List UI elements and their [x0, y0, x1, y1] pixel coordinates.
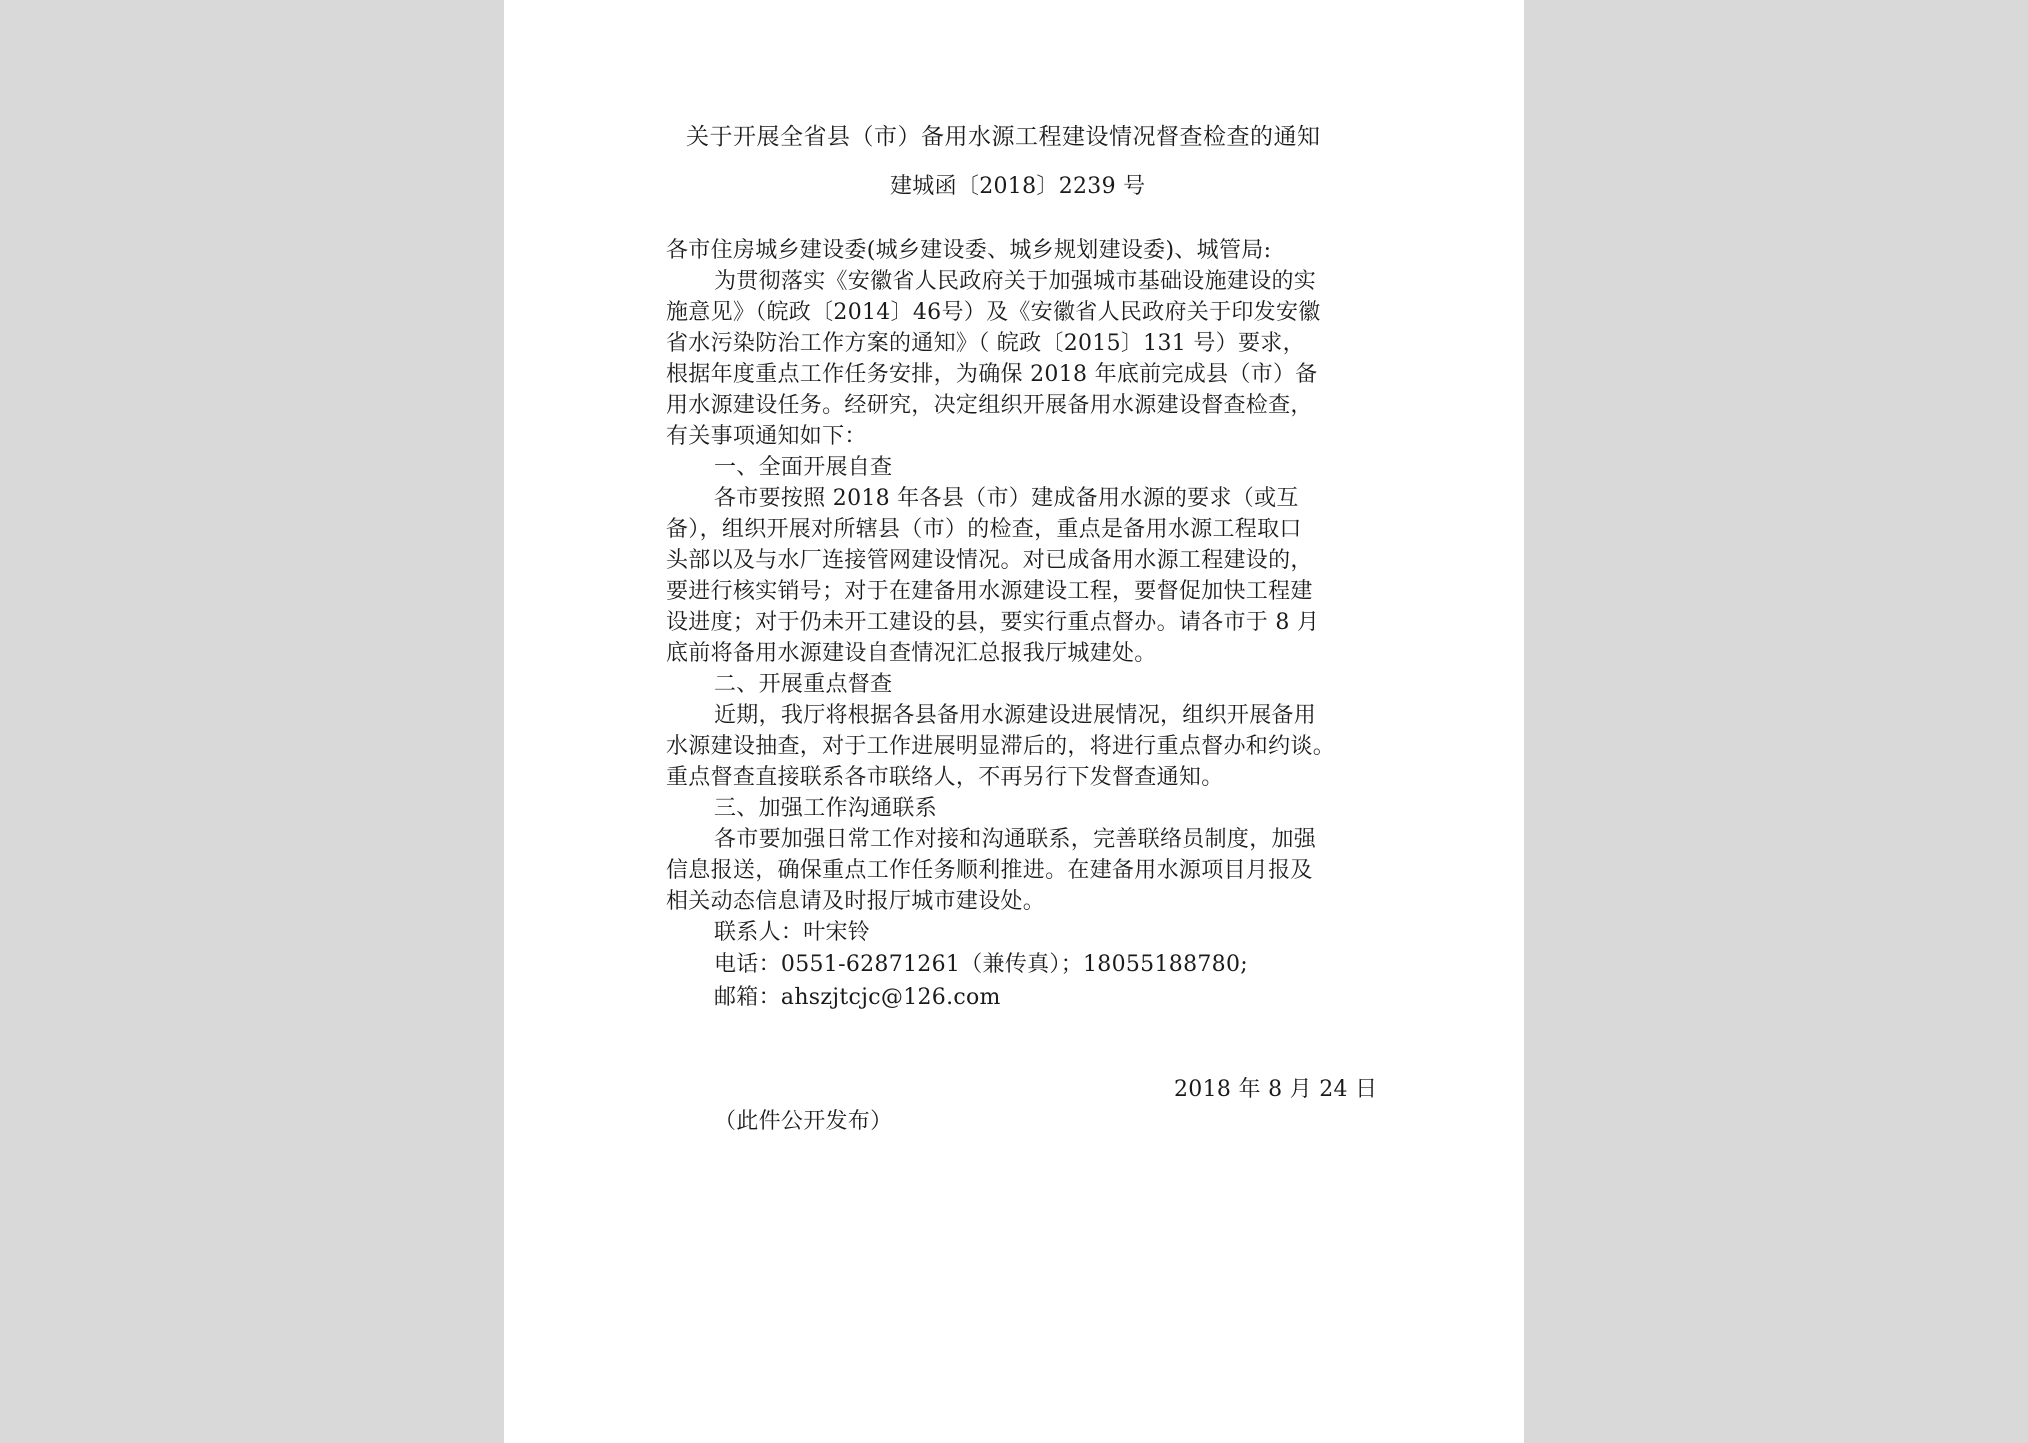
document-date: 2018 年 8 月 24 日	[1174, 1077, 1378, 1102]
publication-note: （此件公开发布）	[714, 1109, 893, 1134]
section-1-line: 备），组织开展对所辖县（市）的检查，重点是备用水源工程取口	[666, 517, 1302, 542]
section-3-line: 各市要加强日常工作对接和沟通联系，完善联络员制度，加强	[714, 827, 1317, 852]
section-2-line: 水源建设抽查，对于工作进展明显滞后的，将进行重点督办和约谈。	[666, 734, 1336, 759]
intro-line: 为贯彻落实《安徽省人民政府关于加强城市基础设施建设的实	[714, 269, 1317, 294]
intro-line: 根据年度重点工作任务安排，为确保 2018 年底前完成县（市）备	[666, 362, 1318, 387]
salutation: 各市住房城乡建设委(城乡建设委、城乡规划建设委)、城管局:	[666, 238, 1272, 263]
intro-line: 省水污染防治工作方案的通知》（ 皖政〔2015〕131 号）要求，	[666, 331, 1305, 356]
section-1-line: 要进行核实销号；对于在建备用水源建设工程，要督促加快工程建	[666, 579, 1313, 604]
section-2-line: 近期，我厅将根据各县备用水源建设进展情况，组织开展备用	[714, 703, 1317, 728]
intro-line: 有关事项通知如下：	[666, 424, 867, 449]
section-3-heading: 三、加强工作沟通联系	[714, 796, 938, 821]
section-1-line: 底前将备用水源建设自查情况汇总报我厅城建处。	[666, 641, 1157, 666]
contact-phone: 电话：0551-62871261（兼传真）；18055188780;	[714, 952, 1248, 977]
contact-email: 邮箱：ahszjtcjc@126.com	[714, 985, 1001, 1010]
document-title: 关于开展全省县（市）备用水源工程建设情况督查检查的通知	[686, 124, 1321, 150]
intro-line: 用水源建设任务。经研究，决定组织开展备用水源建设督查检查，	[666, 393, 1313, 418]
section-1-line: 头部以及与水厂连接管网建设情况。对已成备用水源工程建设的，	[666, 548, 1313, 573]
section-1-line: 各市要按照 2018 年各县（市）建成备用水源的要求（或互	[714, 486, 1299, 511]
section-2-line: 重点督查直接联系各市联络人，不再另行下发督查通知。	[666, 765, 1224, 790]
document-number: 建城函〔2018〕2239 号	[890, 174, 1146, 199]
section-2-heading: 二、开展重点督查	[714, 672, 893, 697]
intro-line: 施意见》（皖政〔2014〕46号）及《安徽省人民政府关于印发安徽	[666, 300, 1321, 325]
section-1-line: 设进度；对于仍未开工建设的县，要实行重点督办。请各市于 8 月	[666, 610, 1320, 635]
contact-person: 联系人：叶宋铃	[714, 920, 871, 945]
document-page	[504, 0, 1524, 1443]
section-3-line: 信息报送，确保重点工作任务顺利推进。在建备用水源项目月报及	[666, 858, 1313, 883]
section-1-heading: 一、全面开展自查	[714, 455, 893, 480]
section-3-line: 相关动态信息请及时报厅城市建设处。	[666, 889, 1046, 914]
